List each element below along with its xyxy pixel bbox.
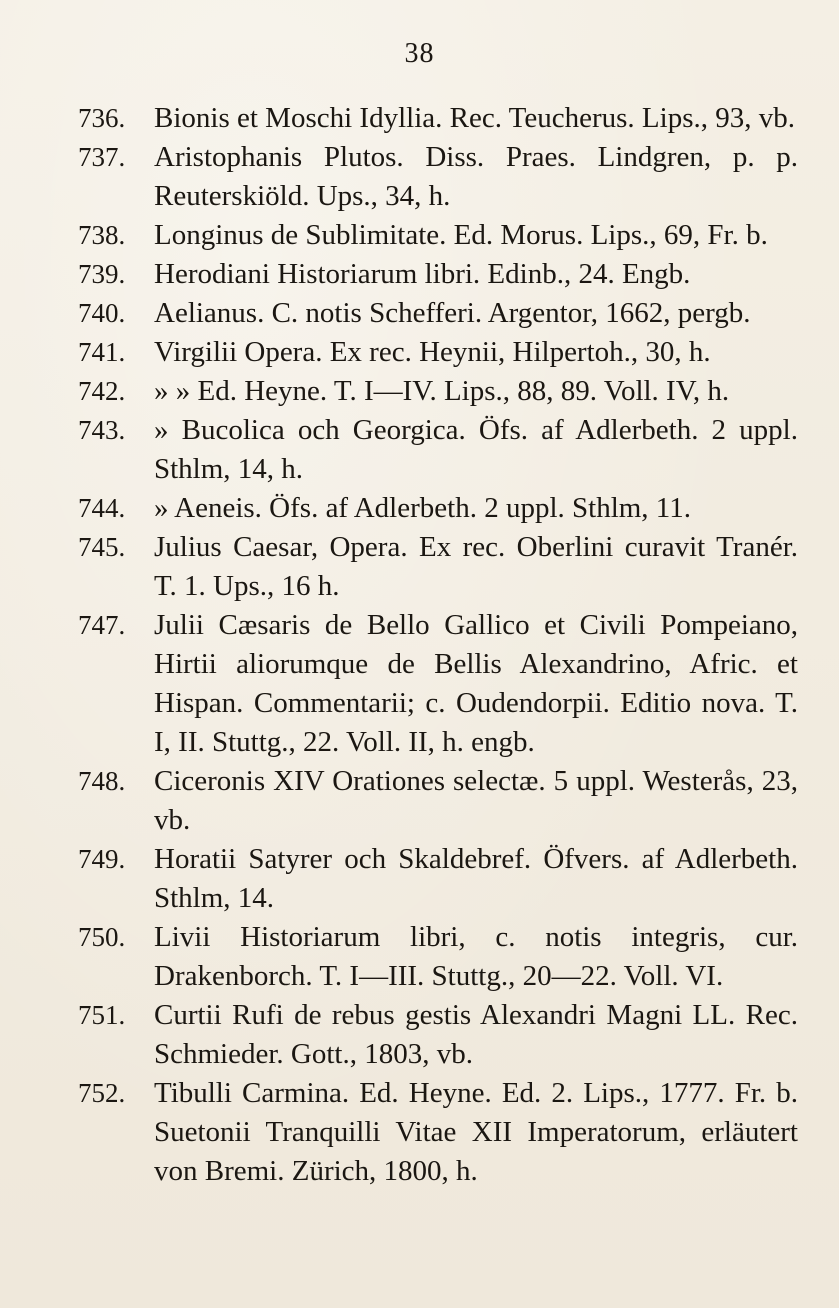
catalogue-entry	[78, 762, 798, 840]
entry-text: Virgilii Opera. Ex rec. Heynii, Hilpertoh., 30, h.	[154, 336, 711, 368]
entry-text: Curtii Rufi de rebus gestis Alexandri Magni LL. Rec. Schmieder. Gott., 1803, vb.	[154, 999, 798, 1070]
catalogue-entry	[78, 489, 798, 528]
catalogue-entry	[78, 333, 798, 372]
entry-text: Ciceronis XIV Orationes selectæ. 5 uppl. Westerås, 23, vb.	[154, 765, 798, 836]
entry-number: 736.	[78, 103, 126, 133]
catalogue-entry	[78, 294, 798, 333]
entry-number: 749.	[78, 844, 126, 874]
catalogue-entry	[78, 840, 798, 918]
catalogue-entry	[78, 255, 798, 294]
entry-number: 751.	[78, 1000, 126, 1030]
catalogue-entry	[78, 216, 798, 255]
catalogue-entry	[78, 918, 798, 996]
entry-text: » » Ed. Heyne. T. I—IV. Lips., 88, 89. Voll. IV, h.	[154, 375, 730, 407]
entry-text: Longinus de Sublimitate. Ed. Morus. Lips., 69, Fr. b.	[154, 219, 768, 251]
entry-number: 745.	[78, 532, 126, 562]
entry-number: 737.	[78, 142, 126, 172]
entry-text: Aelianus. C. notis Schefferi. Argentor, 1662, pergb.	[154, 297, 751, 329]
entry-number: 738.	[78, 220, 126, 250]
entry-text: Herodiani Historiarum libri. Edinb., 24. Engb.	[154, 258, 691, 290]
entry-text: Bionis et Moschi Idyllia. Rec. Teucherus. Lips., 93, vb.	[154, 102, 795, 134]
entry-number: 747.	[78, 610, 126, 640]
entry-text: » Bucolica och Georgica. Öfs. af Adlerbeth. 2 uppl. Sthlm, 14, h.	[154, 414, 798, 485]
entry-number: 741.	[78, 337, 126, 367]
catalogue-entries	[78, 99, 798, 1191]
entry-text: Julii Cæsaris de Bello Gallico et Civili Pompeiano, Hirtii aliorumque de Bellis Alexandrino, Afric. et Hispan. Commentarii; c. Oudendorpii. Editio nova. T. I, II. Stuttg., 22. Voll. II, h. engb.	[154, 609, 798, 758]
entry-number: 748.	[78, 766, 126, 796]
catalogue-entry	[78, 138, 798, 216]
entry-number: 744.	[78, 493, 126, 523]
entry-number: 750.	[78, 922, 126, 952]
entry-text: Julius Caesar, Opera. Ex rec. Oberlini curavit Tranér. T. 1. Ups., 16 h.	[154, 531, 798, 602]
entry-number: 742.	[78, 376, 126, 406]
catalogue-entry	[78, 996, 798, 1074]
catalogue-entry	[78, 1074, 798, 1191]
entry-text: Tibulli Carmina. Ed. Heyne. Ed. 2. Lips., 1777. Fr. b. Suetonii Tranquilli Vitae XII Imperatorum, erläutert von Bremi. Zürich, 1800, h.	[154, 1077, 798, 1187]
entry-number: 739.	[78, 259, 126, 289]
entry-text: Horatii Satyrer och Skaldebref. Öfvers. af Adlerbeth. Sthlm, 14.	[154, 843, 798, 914]
catalogue-entry	[78, 411, 798, 489]
entry-number: 752.	[78, 1078, 126, 1108]
entry-text: Livii Historiarum libri, c. notis integris, cur. Drakenborch. T. I—III. Stuttg., 20—22. Voll. VI.	[154, 921, 798, 992]
entry-number: 740.	[78, 298, 126, 328]
catalogue-entry	[78, 606, 798, 762]
page-number: 38	[404, 38, 435, 69]
catalogue-entry	[78, 372, 798, 411]
catalogue-entry	[78, 99, 798, 138]
catalogue-entry	[78, 528, 798, 606]
entry-text: » Aeneis. Öfs. af Adlerbeth. 2 uppl. Sthlm, 11.	[154, 492, 691, 524]
entry-text: Aristophanis Plutos. Diss. Praes. Lindgren, p. p. Reuterskiöld. Ups., 34, h.	[154, 141, 798, 212]
entry-number: 743.	[78, 415, 126, 445]
